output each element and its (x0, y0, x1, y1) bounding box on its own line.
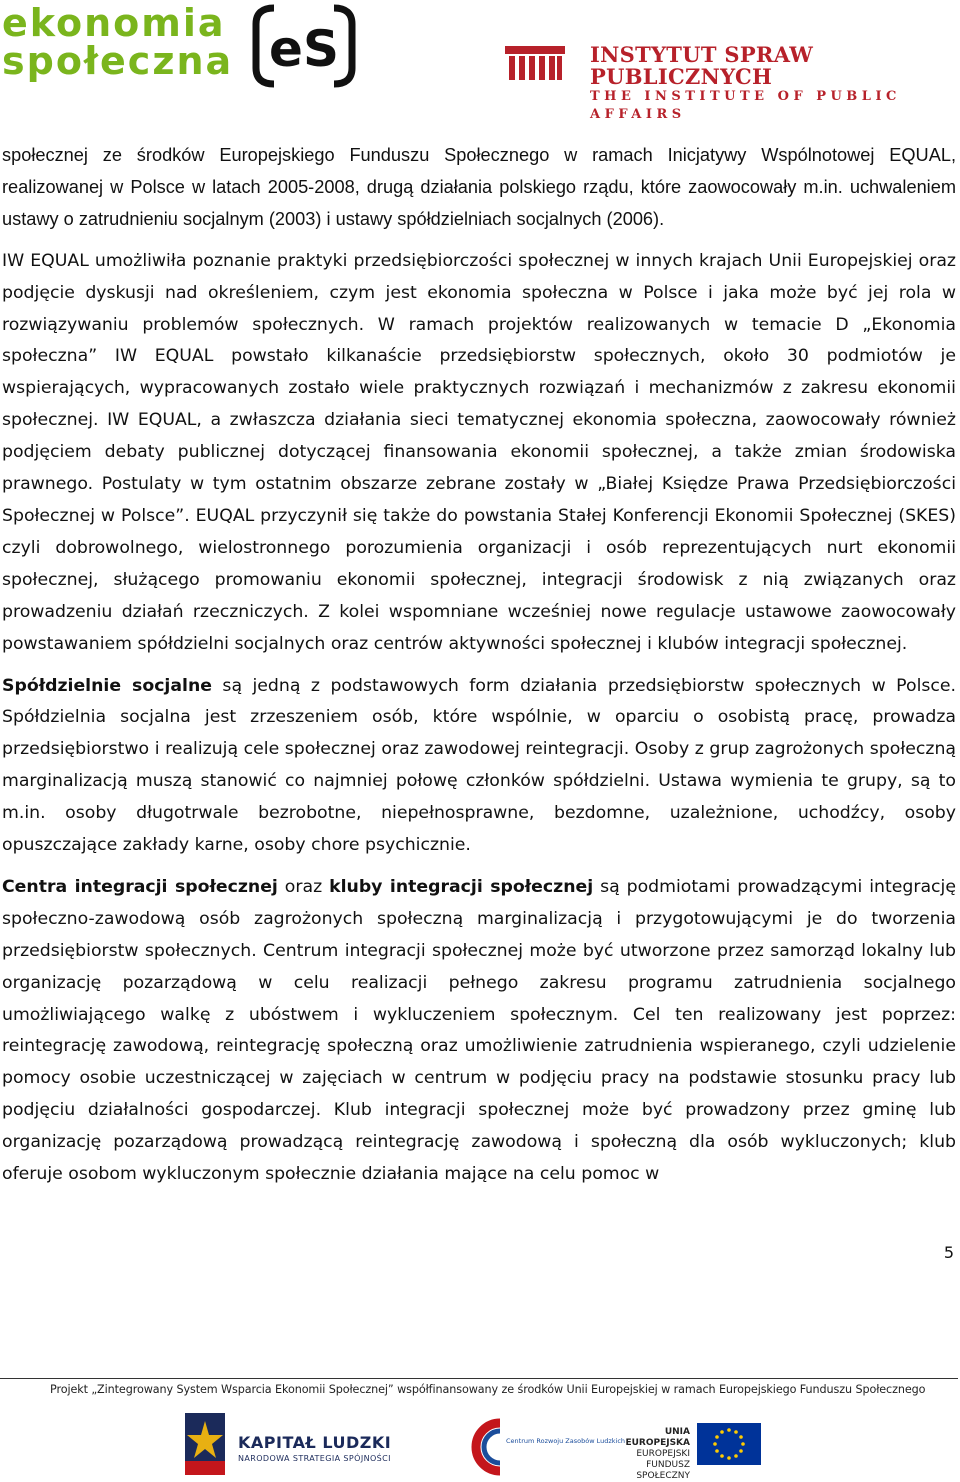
eu-line-3: FUNDUSZ SPOŁECZNY (636, 1460, 690, 1481)
es-logo-text: eS (269, 20, 339, 78)
paragraph-4-text: są podmiotami prowadzącymi integrację społeczno-zawodową osób zagrożonych społeczną marginalizacją i przygotowującymi je do tworzenia przedsiębiorstw społecznych. Centrum integracji społecznej może być utworzone przez samorząd lokalny lub organizację pozarządową w celu realizacji pełnego zakresu programu zatrudnienia socjalnego umożliwiającego walkę z ubóstwem i wykluczeniem społecznym. Cel ten realizowany jest poprzez: reintegrację zawodową, reintegrację społeczną oraz umożliwienie zatrudnienia wspieranego, czyli udzielenie pomocy osobie uczestniczącej w zajęciach w centrum w podjęciu pracy na podstawie stosunku pracy lub podjęciu działalności gospodarczej. Klub integracji społecznej może być prowadzony przez gminę lub organizację pozarządową prowadzącą reintegrację zawodową i społeczną dla osób wykluczonych; klub oferuje osobom wykluczonym społecznie działania mające na celu pomoc w (2, 876, 956, 1185)
footer-project-line: Projekt „Zintegrowany System Wsparcia Ekonomii Społecznej” współfinansowany ze środków Unii Europejskiej w ramach Europejskiego Funduszu Społecznego (50, 1383, 926, 1396)
paragraph-3 (2, 671, 956, 862)
eu-logo-text (600, 1427, 690, 1482)
eu-flag-icon (697, 1423, 761, 1465)
eu-line-1: UNIA EUROPEJSKA (625, 1427, 690, 1448)
paragraph-3-text: są jedną z podstawowych form działania przedsiębiorstw społecznych w Polsce. Spółdzielnia socjalna jest zrzeszeniem osób, które wspólnie, w oparciu o osobistą pracę, prowadza przedsiębiorstwo i realizują cele społecznej oraz zawodowej reintegracji. Osoby z grup zagrożonych społeczną marginalizacją muszą stanowić co najmniej połowę członków spółdzielni. Ustawa wymienia te grupy, są to m.in. osoby długotrwale bezrobotne, niepełnosprawne, bezdomne, uzależnione, uchodźcy, osoby opuszczające zakłady karne, osoby chore psychicznie. (2, 675, 956, 856)
page-header (0, 0, 960, 122)
kapital-ludzki-star-icon (185, 1413, 225, 1475)
ekonomia-spoleczna-logo (2, 1, 234, 83)
paragraph-4-conjunction: oraz (277, 876, 330, 897)
kapital-ludzki-logo (238, 1433, 391, 1463)
institute-columns-icon (505, 42, 565, 82)
page-number: 5 (943, 1243, 954, 1262)
es-logo (252, 4, 356, 88)
institute-name-en: THE INSTITUTE OF PUBLIC AFFAIRS (590, 89, 901, 122)
footer-divider (0, 1378, 958, 1379)
crzl-logo (460, 1417, 626, 1475)
footer-logos (0, 1405, 960, 1481)
paragraph-4 (2, 872, 956, 1191)
paragraph-1: społecznej ze środków Europejskiego Funduszu Społecznego w ramach Inicjatywy Wspólnotowej EQUAL, realizowanej w Polsce w latach 2005-2008, drugą działania polskiego rządu, które zaowocowały m.in. uchwaleniem ustawy o zatrudnieniu socjalnym (2003) i ustawy spółdzielniach socjalnych (2006). (2, 145, 956, 229)
term-centra-integracji: Centra integracji społecznej (2, 876, 278, 897)
document-body (2, 140, 956, 1191)
kapital-ludzki-title: KAPITAŁ LUDZKI (238, 1433, 392, 1452)
brand-line-1: ekonomia (2, 1, 226, 45)
term-kluby-integracji: kluby integracji społecznej (329, 876, 594, 897)
term-spoldzielnie-socjalne: Spółdzielnie socjalne (2, 675, 212, 696)
kapital-ludzki-subtitle: NARODOWA STRATEGIA SPÓJNOŚCI (238, 1454, 391, 1463)
crzl-logo-text: Centrum Rozwoju Zasobów Ludzkich (506, 1437, 626, 1445)
brand-line-2: społeczna (2, 39, 234, 83)
institute-name-pl: INSTYTUT SPRAW PUBLICZNYCH (590, 42, 814, 89)
paragraph-2: IW EQUAL umożliwiła poznanie praktyki przedsiębiorczości społecznej w innych krajach Unii Europejskiej oraz podjęcie dyskusji nad określeniem, czym jest ekonomia społeczna w Polsce i jaka może być jej rola w rozwiązywaniu problemów społecznych. W ramach projektów realizowanych w temacie D „Ekonomia społeczna” IW EQUAL powstało kilkanaście przedsiębiorstw społecznych, około 30 podmiotów je wspierających, wypracowanych zostało wiele praktycznych rozwiązań i mechanizmów z zakresu ekonomii społecznej. IW EQUAL, a zwłaszcza działania sieci tematycznej ekonomia społeczna, zaowocowały również podjęciem debaty publicznej dotyczącej finansowania ekonomii społecznej, a także zmian środowiska prawnego. Postulaty w tym ostatnim obszarze zebrane zostały w „Białej Księdze Prawa Przedsiębiorczości Społecznej w Polsce”. EUQAL przyczynił się także do powstania Stałej Konferencji Ekonomii Społecznej (SKES) czyli dobrowolnego, wielostronnego porozumienia organizacji i osób reprezentujących nurt ekonomii społecznej, służącego promowaniu ekonomii społecznej, integracji środowisk z nią związanych oraz prowadzeniu działań rzeczniczych. Z kolei wspomniane wcześniej nowe regulacje ustawowe zaowocowały powstawaniem spółdzielni socjalnych oraz centrów aktywności społecznej i klubów integracji społecznej. (2, 250, 956, 654)
eu-line-2: EUROPEJSKI (636, 1449, 690, 1459)
institute-logo (590, 44, 960, 124)
